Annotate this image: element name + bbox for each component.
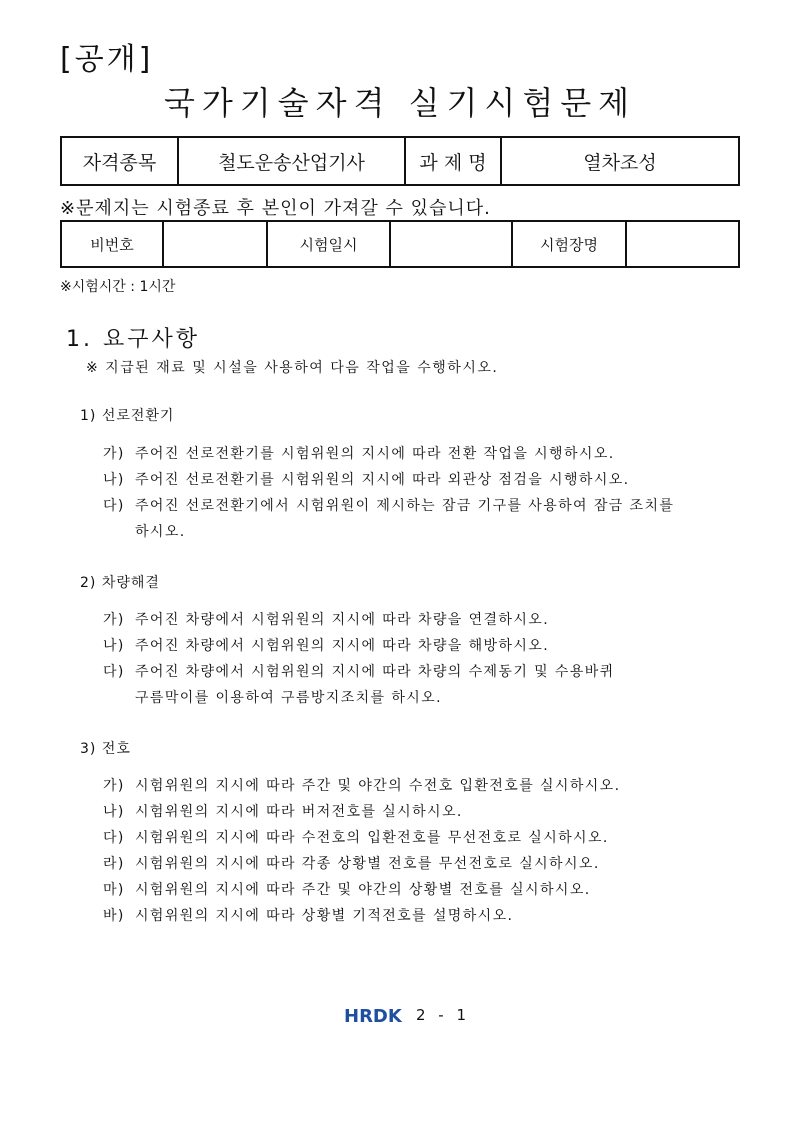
group-title: 2) 차량해결 [80,575,160,591]
item-text: 주어진 선로전환기를 시험위원의 지시에 따라 외관상 점검을 시행하시오. [135,472,630,488]
section-intro: ※ 지급된 재료 및 시설을 사용하여 다음 작업을 수행하시오. [86,360,499,376]
group-title: 3) 전호 [80,741,131,757]
item-marker: 가) [103,446,125,462]
hrdk-logo [344,1005,406,1025]
item-continuation: 구름막이를 이용하여 구름방지조치를 하시오. [135,690,442,706]
item-marker: 가) [103,778,125,794]
place-label: 시험장명 [512,221,626,267]
item-marker: 다) [103,664,125,680]
svg-text:HRDK: HRDK [344,1006,402,1025]
exam-meta-table [60,220,740,268]
list-item [103,495,674,515]
list-item [103,609,549,629]
item-marker: 나) [103,804,125,820]
list-item [103,853,600,873]
item-text: 주어진 차량에서 시험위원의 지시에 따라 차량을 연결하시오. [135,612,550,628]
page-number: 2 - 1 [416,1006,471,1024]
list-item [103,827,609,847]
place-value [626,221,739,267]
task-value: 열차조성 [501,137,739,185]
list-item [103,443,615,463]
item-marker: 바) [103,908,125,924]
item-text: 시험위원의 지시에 따라 수전호의 입환전호를 무선전호로 실시하시오. [135,830,609,846]
item-marker: 다) [103,830,125,846]
list-item [103,661,615,681]
list-item [103,635,549,655]
item-text: 시험위원의 지시에 따라 주간 및 야간의 상황별 전호를 실시하시오. [135,882,591,898]
item-continuation: 하시오. [135,524,186,540]
qualification-label: 자격종목 [61,137,178,185]
number-label: 비번호 [61,221,163,267]
list-item [103,905,513,925]
notice-text: ※문제지는 시험종료 후 본인이 가져갈 수 있습니다. [60,198,491,219]
date-label: 시험일시 [267,221,390,267]
item-text: 시험위원의 지시에 따라 버저전호를 실시하시오. [135,804,463,820]
list-item [103,775,620,795]
item-text: 시험위원의 지시에 따라 주간 및 야간의 수전호 입환전호를 실시하시오. [135,778,621,794]
item-text: 주어진 차량에서 시험위원의 지시에 따라 차량을 해방하시오. [135,638,550,654]
item-marker: 가) [103,612,125,628]
time-note: ※시험시간 : 1시간 [60,279,176,295]
item-text: 주어진 선로전환기를 시험위원의 지시에 따라 전환 작업을 시행하시오. [135,446,615,462]
qualification-value: 철도운송산업기사 [178,137,405,185]
list-item [103,879,591,899]
item-marker: 다) [103,498,125,514]
item-text: 시험위원의 지시에 따라 상황별 기적전호를 설명하시오. [135,908,514,924]
hrdk-logo-mark [344,1005,406,1025]
item-marker: 라) [103,856,125,872]
item-marker: 나) [103,638,125,654]
group-title: 1) 선로전환기 [80,408,175,424]
section-title: 1. 요구사항 [66,327,200,352]
page-footer [344,1004,470,1026]
list-item [103,469,630,489]
item-marker: 나) [103,472,125,488]
date-value [390,221,512,267]
qualification-table [60,136,740,186]
exam-title: 국가기술자격 실기시험문제 [163,84,637,122]
public-tag: [공개] [60,42,154,77]
item-marker: 마) [103,882,125,898]
task-label: 과 제 명 [405,137,501,185]
number-value [163,221,267,267]
item-text: 시험위원의 지시에 따라 각종 상황별 전호를 무선전호로 실시하시오. [135,856,600,872]
list-item [103,801,463,821]
item-text: 주어진 선로전환기에서 시험위원이 제시하는 잠금 기구를 사용하여 잠금 조치를 [135,498,675,514]
item-text: 주어진 차량에서 시험위원의 지시에 따라 차량의 수제동기 및 수용바퀴 [135,664,615,680]
